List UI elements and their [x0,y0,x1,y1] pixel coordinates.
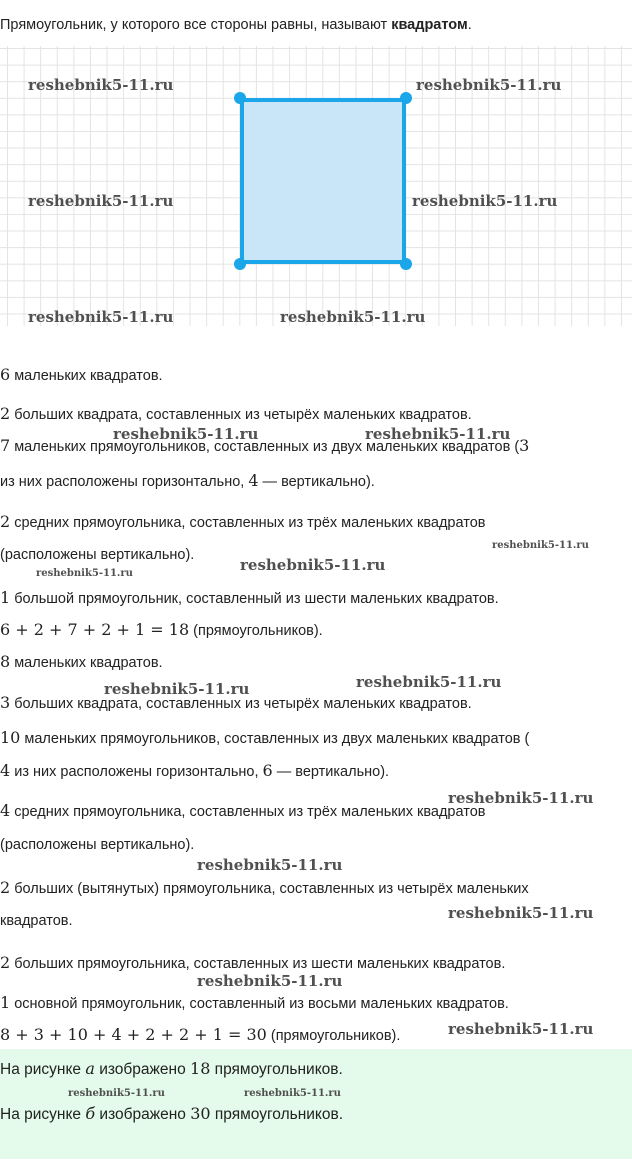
text-line: 3 больших квадрата, составленных из четырёх маленьких квадратов. [0,693,472,712]
intro-text: Прямоугольник, у которого все стороны равны, называют квадратом. [0,17,472,33]
watermark: reshebnik5-11.ru [197,856,343,874]
text-line: 4 из них расположены горизонтально, 6 — вертикально). [0,761,390,780]
watermark: reshebnik5-11.ru [68,1088,165,1099]
text-line: 1 основной прямоугольник, составленный из восьми маленьких квадратов. [0,993,509,1012]
answer-line-a: На рисунке a изображено 18 прямоугольников. [0,1059,343,1078]
text-line: из них расположены горизонтально, 4 — вертикально). [0,471,375,490]
answer-box [0,1049,632,1159]
watermark: reshebnik5-11.ru [113,425,259,443]
vertex-dot [234,92,246,104]
text-line: (расположены вертикально). [0,837,195,853]
watermark: reshebnik5-11.ru [28,308,174,326]
watermark: reshebnik5-11.ru [356,673,502,691]
text-line: 2 больших прямоугольника, составленных из шести маленьких квадратов. [0,953,506,972]
vertex-dot [400,258,412,270]
vertex-dot [234,258,246,270]
watermark: reshebnik5-11.ru [448,789,594,807]
watermark: reshebnik5-11.ru [492,540,589,551]
text-line: 8 маленьких квадратов. [0,652,163,671]
watermark: reshebnik5-11.ru [412,192,558,210]
watermark: reshebnik5-11.ru [244,1088,341,1099]
watermark: reshebnik5-11.ru [280,308,426,326]
formula-line: 8 + 3 + 10 + 4 + 2 + 2 + 1 = 30 (прямоугольников). [0,1025,401,1044]
watermark: reshebnik5-11.ru [416,76,562,94]
text-line: 2 средних прямоугольника, составленных из трёх маленьких квадратов [0,512,486,531]
text-line: (расположены вертикально). [0,547,195,563]
text-line: 6 маленьких квадратов. [0,365,163,384]
answer-line-b: На рисунке б изображено 30 прямоугольников. [0,1104,344,1123]
text-line: квадратов. [0,913,73,929]
watermark: reshebnik5-11.ru [104,680,250,698]
text-line: 1 большой прямоугольник, составленный из шести маленьких квадратов. [0,588,499,607]
watermark: reshebnik5-11.ru [197,972,343,990]
text-line: 2 больших (вытянутых) прямоугольника, составленных из четырёх маленьких [0,878,529,897]
watermark: reshebnik5-11.ru [448,1020,594,1038]
formula-line: 6 + 2 + 7 + 2 + 1 = 18 (прямоугольников). [0,620,323,639]
watermark: reshebnik5-11.ru [365,425,511,443]
watermark: reshebnik5-11.ru [240,556,386,574]
watermark: reshebnik5-11.ru [28,192,174,210]
text-line: 10 маленьких прямоугольников, составленных из двух маленьких квадратов ( [0,728,530,747]
text-line: 2 больших квадрата, составленных из четырёх маленьких квадратов. [0,404,472,423]
text-line: 7 маленьких прямоугольников, составленных из двух маленьких квадратов (3 [0,436,530,455]
vertex-dot [400,92,412,104]
square-shape [240,98,406,264]
watermark: reshebnik5-11.ru [28,76,174,94]
watermark: reshebnik5-11.ru [448,904,594,922]
watermark: reshebnik5-11.ru [36,568,133,579]
text-line: 4 средних прямоугольника, составленных из трёх маленьких квадратов [0,801,486,820]
